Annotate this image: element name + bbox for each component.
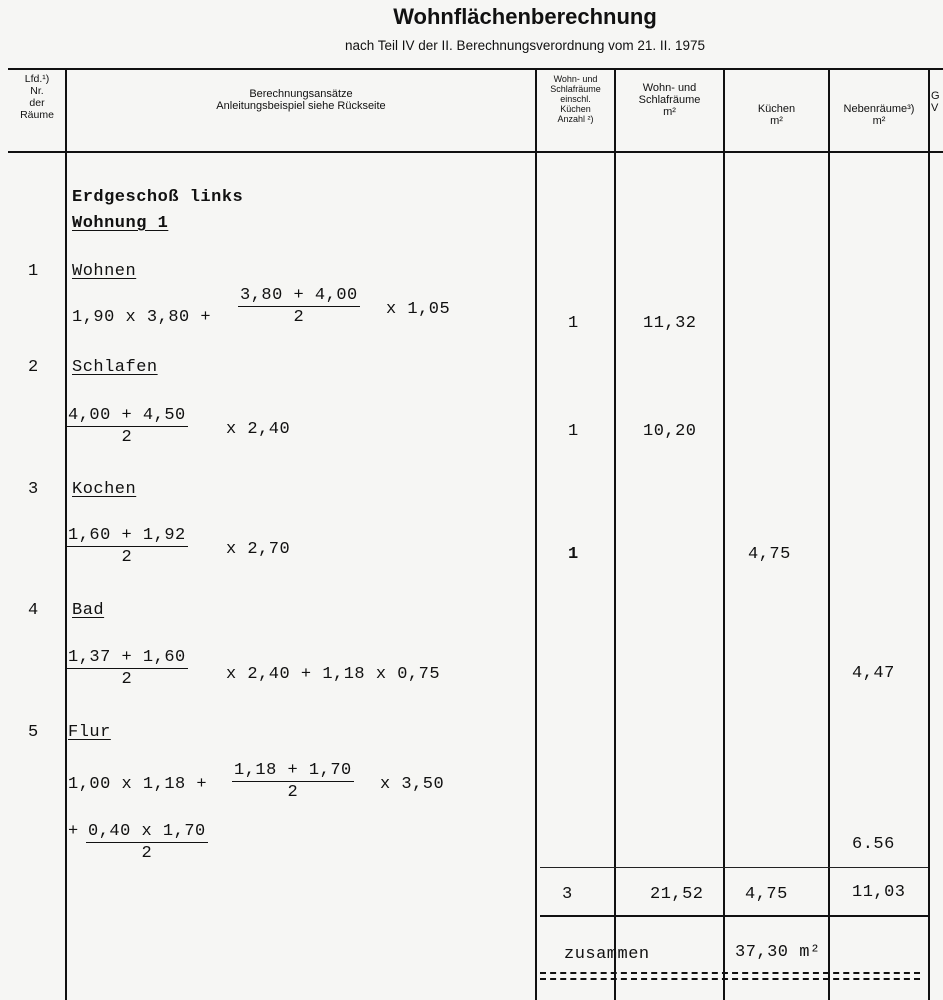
header-kuechen-line-2: m² [770, 115, 783, 127]
header-nr-line-2: Nr. [30, 85, 44, 97]
document-title: Wohnflächenberechnung [393, 4, 657, 29]
fraction-numerator: 4,00 + 4,50 [68, 406, 186, 425]
document-subtitle: nach Teil IV der II. Berechnungsverordnung vom 21. II. 1975 [345, 38, 705, 53]
header-count-line-2: Schlafräume [550, 84, 601, 94]
col-divider-5 [828, 68, 830, 1000]
total-count: 3 [562, 885, 573, 904]
formula-post: x 2,40 + 1,18 x 0,75 [226, 665, 441, 684]
formula-fraction [66, 648, 188, 689]
fraction-denominator: 2 [141, 844, 153, 863]
fraction-denominator: 2 [293, 308, 305, 327]
total-wohn: 21,52 [650, 885, 704, 904]
header-cut-line-2: V [931, 102, 939, 114]
totals-bottom-line [540, 915, 928, 917]
fraction-numerator: 0,40 x 1,70 [88, 822, 206, 841]
header-count-line-1: Wohn- und [553, 74, 598, 84]
formula-fraction [66, 526, 188, 567]
room-wohn-area: 10,20 [643, 422, 697, 441]
header-kuechen-line-1: Küchen [757, 103, 796, 115]
totals-top-line [540, 867, 928, 868]
fraction-denominator: 2 [121, 670, 133, 689]
col-divider-6 [928, 68, 930, 1000]
unit-heading: Wohnung 1 [72, 214, 169, 233]
room-name: Bad [72, 601, 105, 620]
room-count: 1 [568, 422, 579, 441]
header-wohn-line-1: Wohn- und [642, 82, 697, 94]
header-neben-line-2: m² [872, 115, 886, 127]
header-cut-off [931, 90, 943, 114]
header-count-line-3: einschl. [560, 94, 591, 104]
header-neben-line-1: Nebenräume³) [843, 103, 915, 115]
fraction-numerator: 1,60 + 1,92 [68, 526, 186, 545]
room-neben-area: 6.56 [852, 835, 895, 854]
formula-post: x 2,40 [226, 420, 291, 439]
header-kuechen [724, 103, 829, 127]
fraction-denominator: 2 [287, 783, 299, 802]
header-calc-line-2: Anleitungsbeispiel siehe Rückseite [216, 100, 386, 112]
fraction-numerator: 3,80 + 4,00 [240, 286, 358, 305]
total-kuechen: 4,75 [745, 885, 788, 904]
formula-post: x 1,05 [386, 300, 451, 319]
header-calc-line-1: Berechnungsansätze [249, 88, 353, 100]
zusammen-value: 37,30 m² [735, 943, 821, 962]
header-neben [829, 103, 929, 127]
fraction-numerator: 1,37 + 1,60 [68, 648, 186, 667]
zusammen-label: zusammen [564, 945, 650, 964]
col-divider-4 [723, 68, 725, 1000]
fraction-denominator: 2 [121, 428, 133, 447]
formula-pre: 1,90 x 3,80 + [72, 308, 212, 327]
header-wohn [615, 82, 724, 118]
room-neben-area: 4,47 [852, 664, 895, 683]
room-nr: 3 [28, 480, 39, 499]
formula-post: x 3,50 [380, 775, 445, 794]
formula-pre: 1,00 x 1,18 + [68, 775, 208, 794]
col-divider-2 [535, 68, 537, 1000]
header-bottom-border [8, 151, 943, 153]
formula-fraction-2 [86, 822, 208, 863]
header-nr-line-1: Lfd.¹) [24, 73, 50, 85]
fraction-numerator: 1,18 + 1,70 [234, 761, 352, 780]
header-count-line-5: Anzahl ²) [557, 114, 594, 124]
formula-post: x 2,70 [226, 540, 291, 559]
header-nr [8, 73, 66, 121]
room-wohn-area: 11,32 [643, 314, 697, 333]
header-count [536, 74, 615, 124]
header-nr-line-4: Räume [20, 109, 54, 121]
room-count: 1 [568, 314, 579, 333]
table-top-border [8, 68, 943, 70]
double-underline-top [540, 972, 920, 974]
header-count-line-4: Küchen [560, 104, 591, 114]
header-wohn-line-2: Schlafräume [638, 94, 701, 106]
room-name: Wohnen [72, 262, 137, 281]
header-cut-line-1: G [931, 90, 940, 102]
room-kuechen-area: 4,75 [748, 545, 791, 564]
room-count: 1 [568, 545, 579, 564]
header-nr-line-3: der [29, 97, 45, 109]
formula-fraction [232, 761, 354, 802]
room-name: Flur [68, 723, 111, 742]
header-wohn-line-3: m² [663, 106, 676, 118]
room-nr: 2 [28, 358, 39, 377]
formula-continuation-plus: + [68, 822, 79, 841]
room-nr: 4 [28, 601, 39, 620]
total-neben: 11,03 [852, 883, 906, 902]
double-underline-bottom [540, 978, 920, 980]
col-divider-3 [614, 68, 616, 1000]
room-nr: 5 [28, 723, 39, 742]
room-name: Kochen [72, 480, 137, 499]
formula-fraction [66, 406, 188, 447]
formula-fraction [238, 286, 360, 327]
room-nr: 1 [28, 262, 39, 281]
header-calc [66, 88, 536, 112]
fraction-denominator: 2 [121, 548, 133, 567]
room-name: Schlafen [72, 358, 158, 377]
floor-heading: Erdgeschoß links [72, 188, 244, 207]
